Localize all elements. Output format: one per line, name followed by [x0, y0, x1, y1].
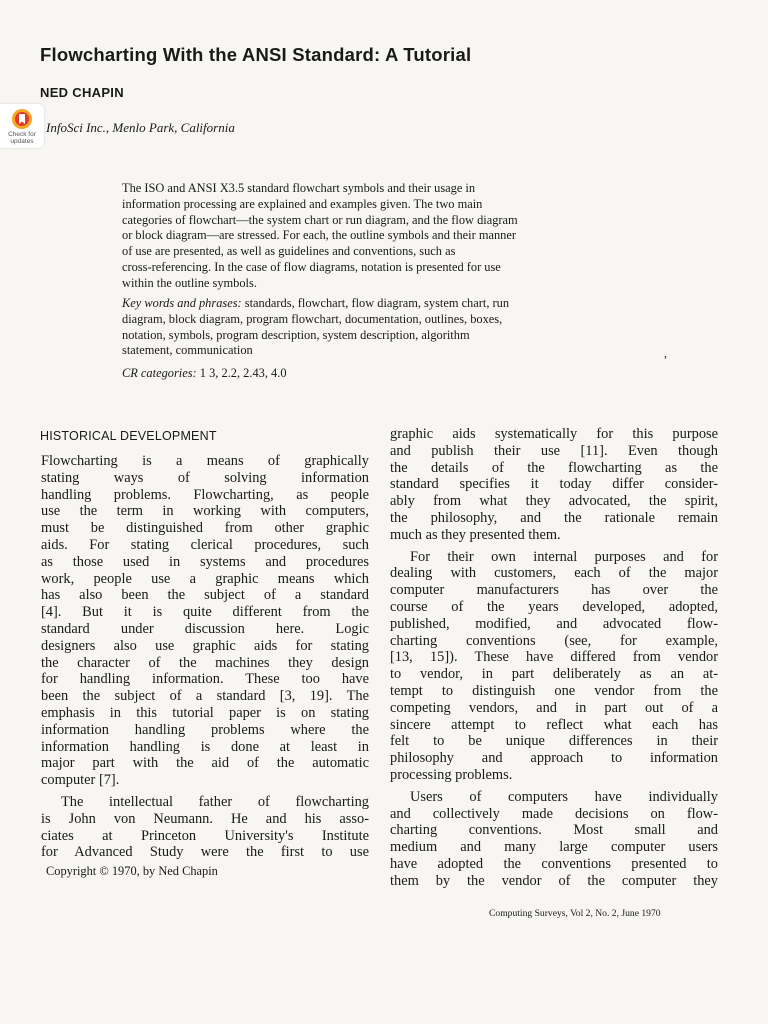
paragraph [41, 453, 369, 789]
text-line: standard specifies it today differ consider- [390, 476, 718, 493]
text-line: course of the years developed, adopted, [390, 598, 718, 615]
text-line: charting conventions. Most small and [390, 822, 718, 839]
abstract-line: categories of flowchart—the system chart or run diagram, and the flow diagram [122, 212, 518, 227]
text-line: Flowcharting is a means of graphically [41, 453, 369, 469]
text-line: ciates at Princeton University's Institute [41, 827, 369, 844]
text-line: sincere attempt to reflect what each has [390, 716, 718, 733]
text-line: ably from what they advocated, the spirit, [390, 493, 718, 510]
badge-label-line2: updates [10, 138, 34, 145]
text-line: the details of the flowcharting as the [390, 459, 718, 476]
abstract-line: information processing are explained and examples given. The two main [122, 196, 483, 211]
text-line: designers also use graphic aids for stating [41, 637, 369, 654]
abstract-line: cross-referencing. In the case of flow diagrams, notation is presented for use [122, 259, 501, 274]
cr-categories-label: CR categories: [122, 366, 197, 380]
journal-footer: Computing Surveys, Vol 2, No. 2, June 1970 [489, 908, 661, 919]
keywords-label: Key words and phrases: [122, 296, 242, 310]
author-name: NED CHAPIN [40, 85, 124, 100]
cr-categories-value: 1 3, 2.2, 2.43, 4.0 [199, 366, 287, 380]
text-line: charting conventions (see, for example, [390, 632, 718, 649]
abstract-line: of use are presented, as well as guidelines and conventions, such as [122, 244, 456, 259]
bookmark-icon [11, 108, 33, 130]
text-line: felt to be unique differences in their [390, 733, 718, 750]
badge-label-line1: Check for [8, 131, 36, 138]
text-line: medium and many large computer users [390, 839, 718, 856]
text-line: must be distinguished from other graphic [41, 520, 369, 537]
text-line: dealing with customers, each of the major [390, 565, 718, 582]
abstract-line: within the outline symbols. [122, 275, 257, 290]
text-line: and collectively made decisions on flow- [390, 805, 718, 822]
text-line: have adopted the conventions presented to [390, 855, 718, 872]
text-line: Users of computers have individually [410, 788, 718, 805]
text-line: standard under discussion here. Logic [41, 620, 369, 637]
text-line: graphic aids systematically for this purpose [390, 426, 718, 442]
text-line: use the term in working with computers, [41, 503, 369, 520]
stray-mark: , [664, 346, 667, 360]
keywords-line: statement, communication [122, 343, 253, 358]
abstract [122, 181, 662, 292]
text-line: as those used in systems and procedures [41, 553, 369, 570]
paragraph [390, 426, 718, 544]
text-line: competing vendors, and in part out of a [390, 699, 718, 716]
right-column [390, 426, 718, 890]
author-affiliation: InfoSci Inc., Menlo Park, California [46, 120, 235, 135]
text-line: the philosophy, and the rationale remain [390, 509, 718, 526]
text-line: information handling problems where the [41, 721, 369, 738]
text-line: information handling is done at least in [41, 738, 369, 755]
text-line: has also been the subject of a standard [41, 587, 369, 604]
text-line: for Advanced Study were the first to use [41, 844, 369, 861]
section-heading: HISTORICAL DEVELOPMENT [40, 429, 217, 443]
text-line: computer manufacturers has over the [390, 582, 718, 599]
text-line: much as they presented them. [390, 526, 561, 543]
keywords-line: diagram, block diagram, program flowchart, documentation, outlines, boxes, [122, 311, 503, 326]
text-line: published, modified, and advocated flow- [390, 615, 718, 632]
paragraph [390, 549, 718, 784]
text-line: work, people use a graphic means which [41, 570, 369, 587]
text-line: for handling information. These too have [41, 671, 369, 688]
text-line: processing problems. [390, 766, 513, 783]
text-line: major part with the aid of the automatic [41, 755, 369, 772]
keywords-text: standards, flowchart, flow diagram, system chart, run [244, 296, 510, 310]
paragraph [41, 794, 369, 861]
text-line: aids. For stating clerical procedures, such [41, 536, 369, 553]
abstract-line: The ISO and ANSI X3.5 standard flowchart symbols and their usage in [122, 181, 476, 195]
text-line: [13, 15]). These have differed from vendor [390, 649, 718, 666]
text-line: to vendor, in part deliberately as an at- [390, 666, 718, 683]
text-line: them by the vendor of the computer they [390, 872, 718, 889]
text-line: The intellectual father of flowcharting [61, 793, 369, 810]
keywords-line: notation, symbols, program description, system description, algorithm [122, 327, 470, 342]
text-line: tempt to distinguish one vendor from the [390, 682, 718, 699]
text-line: [4]. But it is quite different from the [41, 604, 369, 621]
text-line: is John von Neumann. He and his asso- [41, 810, 369, 827]
copyright-notice: Copyright © 1970, by Ned Chapin [46, 864, 218, 878]
left-column [41, 453, 369, 861]
paragraph [390, 789, 718, 890]
keywords-first-line [122, 296, 662, 312]
text-line: philosophy and approach to information [390, 750, 718, 767]
text-line: For their own internal purposes and for [410, 548, 718, 565]
badge-label [0, 131, 44, 145]
cr-categories [122, 366, 287, 381]
text-line: the character of the machines they design [41, 654, 369, 671]
check-for-updates-badge[interactable] [0, 104, 44, 148]
text-line: handling problems. Flowcharting, as people [41, 486, 369, 503]
keywords [122, 296, 662, 359]
text-line: emphasis in this tutorial paper is on stating [41, 704, 369, 721]
text-line: been the subject of a standard [3, 19]. The [41, 688, 369, 705]
text-line: stating ways of solving information [41, 469, 369, 486]
text-line: computer [7]. [41, 772, 120, 789]
text-line: and publish their use [11]. Even though [390, 442, 718, 459]
abstract-line: or block diagram—are stressed. For each, the outline symbols and their manner [122, 228, 516, 243]
article-title: Flowcharting With the ANSI Standard: A Tutorial [40, 44, 472, 65]
